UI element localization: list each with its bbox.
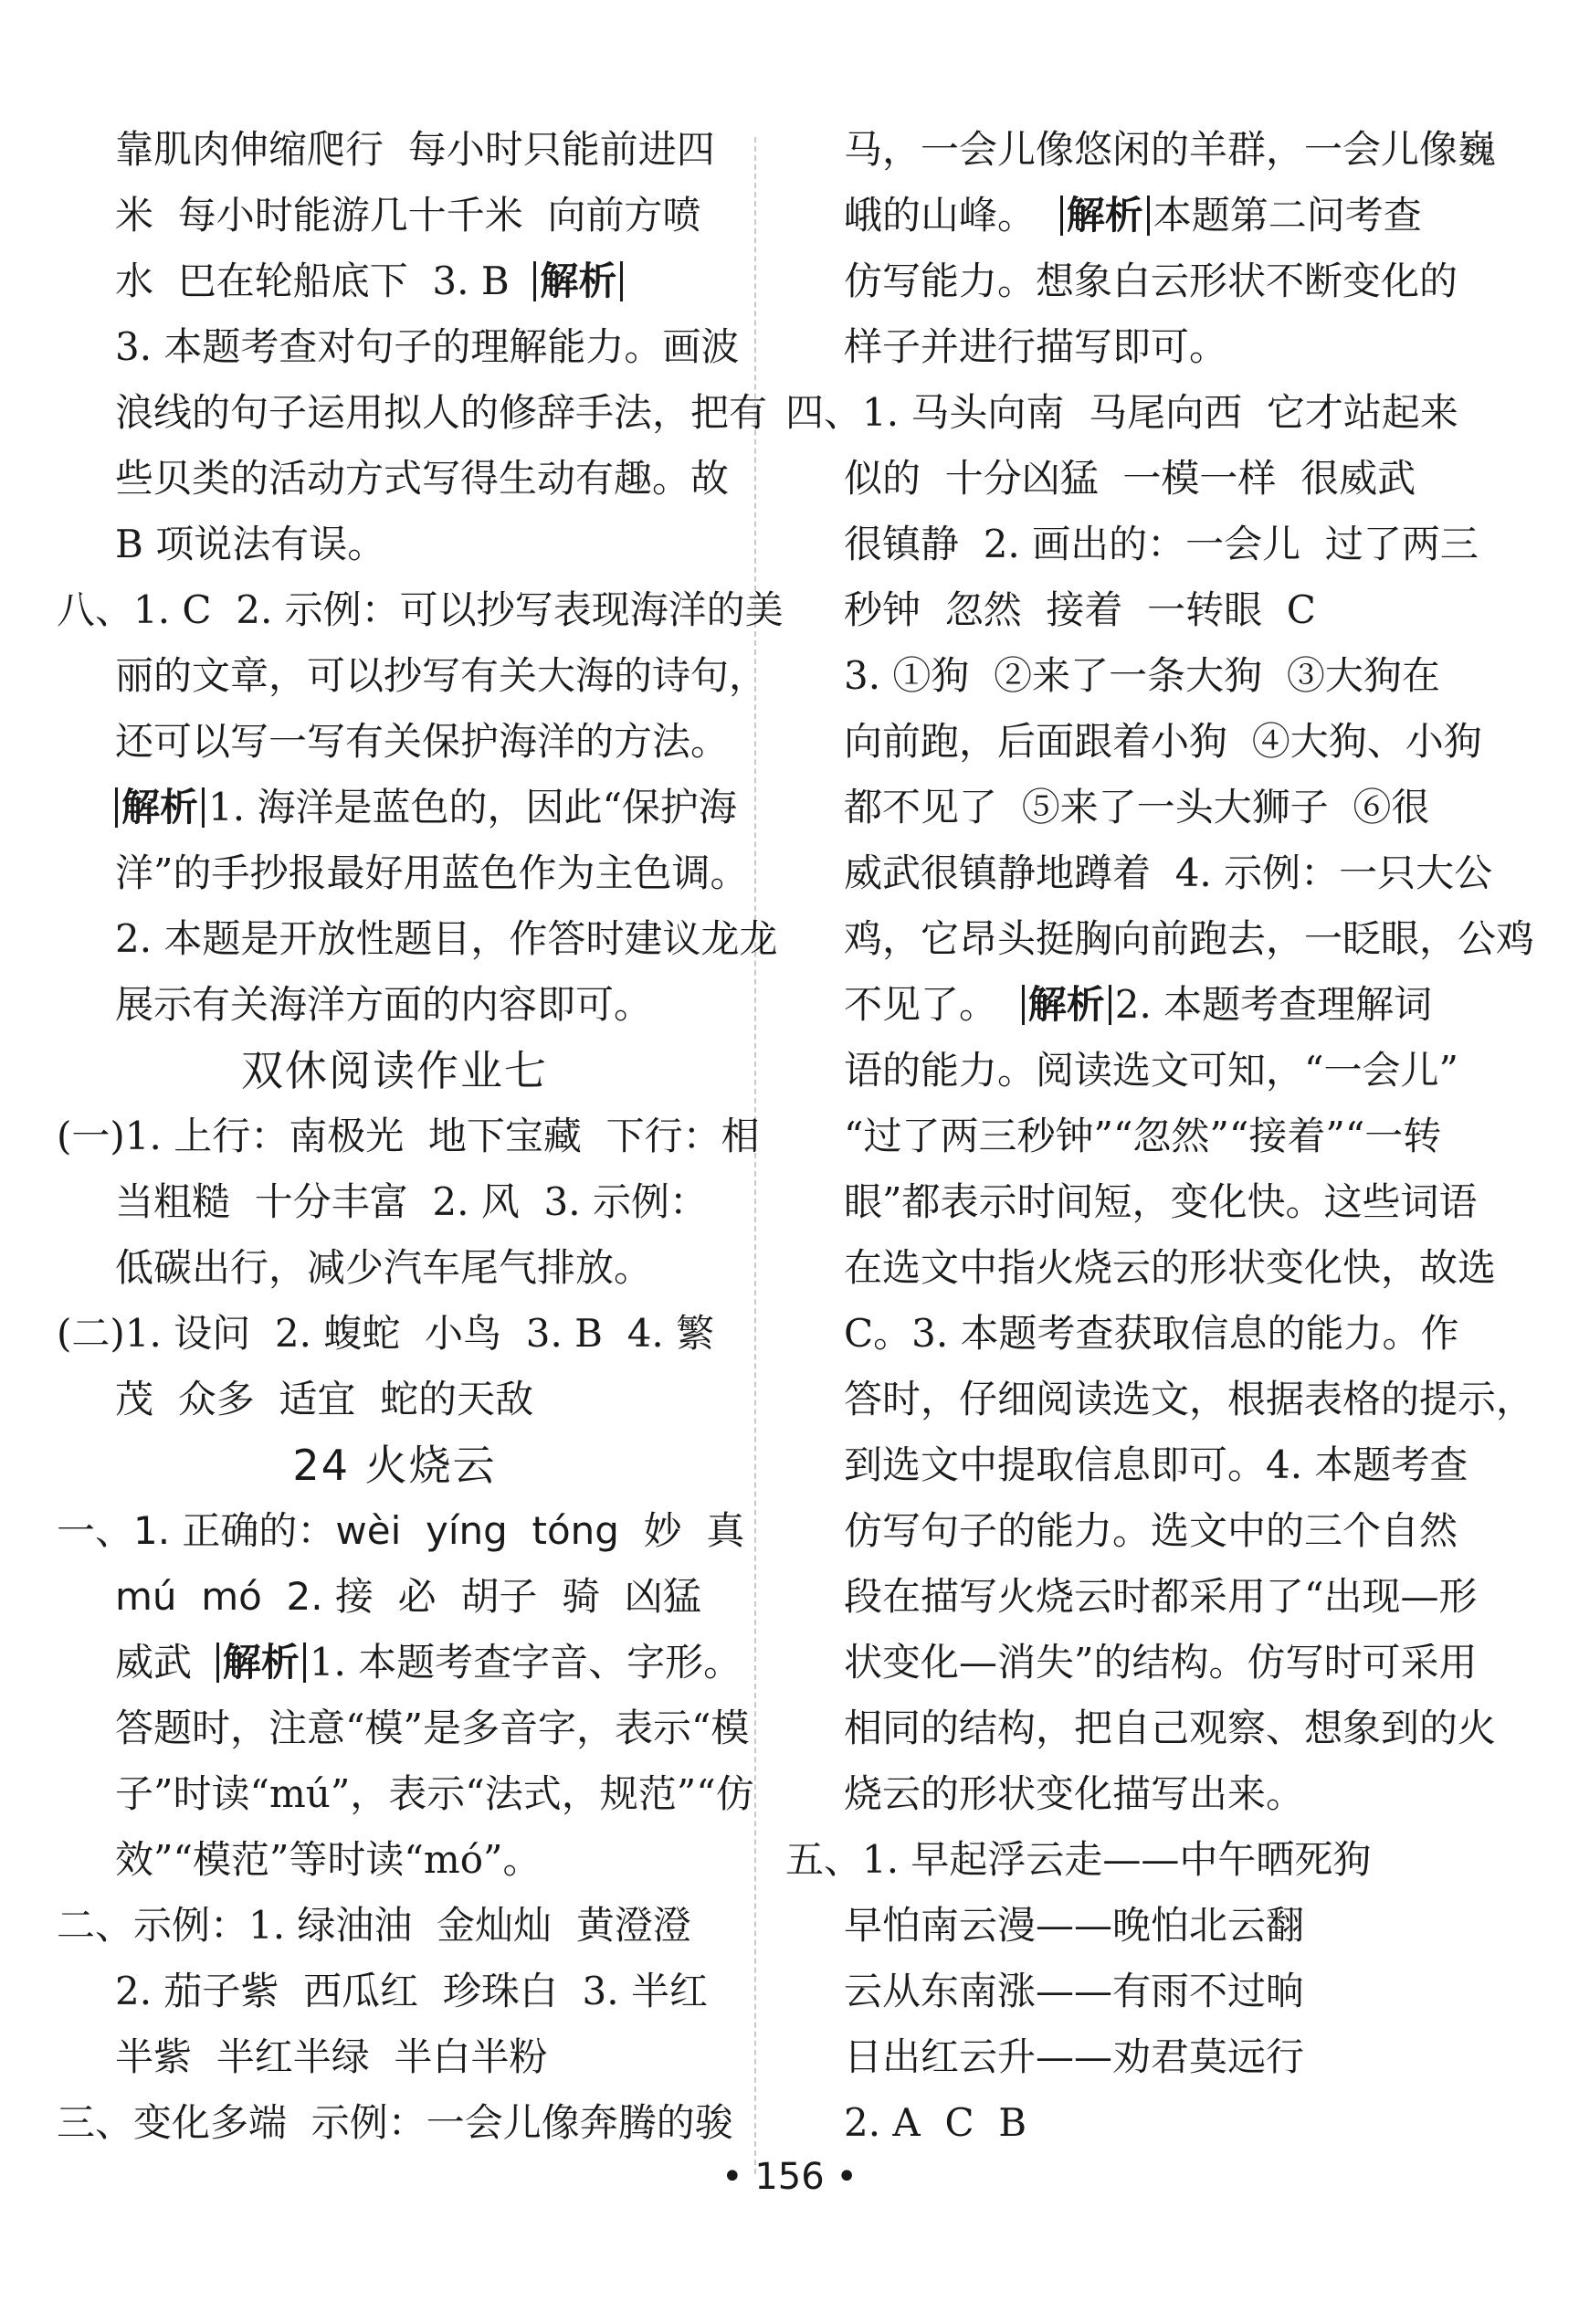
text-line: 些贝类的活动方式写得生动有趣。故 xyxy=(115,456,730,501)
text-line: 相同的结构，把自己观察、想象到的火 xyxy=(844,1706,1497,1750)
text-line: 浪线的句子运用拟人的修辞手法，把有 xyxy=(115,390,768,435)
text-line: 仿写句子的能力。选文中的三个自然 xyxy=(844,1508,1458,1553)
text-span: 不见了。 xyxy=(844,982,1022,1027)
text-line: 到选文中提取信息即可。4. 本题考查 xyxy=(844,1442,1468,1487)
text-span: 水 巴在轮船底下 3. B xyxy=(115,259,534,303)
page-number: • 156 • xyxy=(721,2156,858,2198)
text-line: 2. 本题是开放性题目，作答时建议龙龙 xyxy=(115,916,778,961)
text-line: 威武很镇静地蹲着 4. 示例：一只大公 xyxy=(844,850,1493,895)
text-line: 展示有关海洋方面的内容即可。 xyxy=(115,982,653,1027)
text-line: C。3. 本题考查获取信息的能力。作 xyxy=(844,1311,1459,1356)
text-line: 状变化—消失”的结构。仿写时可采用 xyxy=(844,1640,1478,1685)
text-line: 三、变化多端 示例：一会儿像奔腾的骏 xyxy=(57,2100,733,2145)
text-line: 一、1. 正确的：wèi yíng tóng 妙 真 xyxy=(57,1508,745,1553)
text-line: 低碳出行，减少汽车尾气排放。 xyxy=(115,1245,653,1290)
text-line: 都不见了 ⑤来了一头大狮子 ⑥很 xyxy=(844,785,1430,829)
analysis-tag: 解析 xyxy=(533,261,623,301)
text-line: 烧云的形状变化描写出来。 xyxy=(844,1771,1305,1816)
text-line: 米 每小时能游几十千米 向前方喷 xyxy=(115,193,701,238)
analysis-tag: 解析 xyxy=(1022,985,1111,1025)
text-line: 语的能力。阅读选文可知，“一会儿” xyxy=(844,1048,1458,1093)
text-line: 子”时读“mú”，表示“法式，规范”“仿 xyxy=(115,1771,754,1816)
text-line: 四、1. 马头向南 马尾向西 它才站起来 xyxy=(785,390,1458,435)
text-line: 当粗糙 十分丰富 2. 风 3. 示例： xyxy=(115,1179,708,1224)
text-line: 靠肌肉伸缩爬行 每小时只能前进四 xyxy=(115,127,715,172)
text-span: 1. 海洋是蓝色的，因此“保护海 xyxy=(208,785,737,829)
analysis-tag: 解析 xyxy=(1060,195,1150,236)
text-line: 很镇静 2. 画出的：一会儿 过了两三 xyxy=(844,522,1479,566)
text-span: 1. 本题考查字音、字形。 xyxy=(309,1640,742,1685)
text-line: (一)1. 上行：南极光 地下宝藏 下行：相 xyxy=(57,1114,760,1158)
text-line: 五、1. 早起浮云走——中午晒死狗 xyxy=(785,1837,1372,1882)
text-line xyxy=(57,1630,742,1695)
left-column xyxy=(57,117,784,2156)
text-line xyxy=(57,248,732,314)
text-line: 茂 众多 适宜 蛇的天敌 xyxy=(115,1377,534,1421)
text-line: (二)1. 设问 2. 蝮蛇 小鸟 3. B 4. 繁 xyxy=(57,1311,715,1356)
text-line: 鸡，它昂头挺胸向前跑去，一眨眼，公鸡 xyxy=(844,916,1535,961)
lesson-title: 24 火烧云 xyxy=(292,1441,497,1490)
text-line: 云从东南涨——有雨不过晌 xyxy=(844,1969,1305,2013)
right-column xyxy=(785,117,1535,2156)
text-line: 半紫 半红半绿 半白半粉 xyxy=(115,2034,548,2079)
text-line: mú mó 2. 接 必 胡子 骑 凶猛 xyxy=(115,1574,701,1619)
text-line: 还可以写一写有关保护海洋的方法。 xyxy=(115,719,730,764)
text-line: 眼”都表示时间短，变化快。这些词语 xyxy=(844,1179,1478,1224)
text-span: 威武 xyxy=(115,1640,216,1685)
text-line: 八、1. C 2. 示例：可以抄写表现海洋的美 xyxy=(57,587,784,632)
analysis-tag: 解析 xyxy=(115,787,205,828)
text-line xyxy=(785,183,1461,248)
text-line: 二、示例：1. 绿油油 金灿灿 黄澄澄 xyxy=(57,1903,691,1948)
text-line: 3. ①狗 ②来了一条大狗 ③大狗在 xyxy=(844,653,1440,698)
text-line: 3. 本题考查对句子的理解能力。画波 xyxy=(115,324,740,369)
text-line: 丽的文章，可以抄写有关大海的诗句， xyxy=(115,653,768,698)
text-line: 似的 十分凶猛 一模一样 很威武 xyxy=(844,456,1416,501)
text-line: 段在描写火烧云时都采用了“出现—形 xyxy=(844,1574,1478,1619)
analysis-tag: 解析 xyxy=(216,1643,306,1683)
text-line: 洋”的手抄报最好用蓝色作为主色调。 xyxy=(115,850,749,895)
text-line: 效”“模范”等时读“mó”。 xyxy=(115,1837,542,1882)
text-line: 日出红云升——劝君莫远行 xyxy=(844,2034,1305,2079)
section-title: 双休阅读作业七 xyxy=(241,1046,548,1095)
text-line: 向前跑，后面跟着小狗 ④大狗、小狗 xyxy=(844,719,1482,764)
text-line xyxy=(785,972,1461,1038)
text-line xyxy=(57,775,737,840)
text-span: 本题第二问考查 xyxy=(1153,193,1422,238)
text-line: 早怕南云漫——晚怕北云翻 xyxy=(844,1903,1305,1948)
text-line: 2. A C B xyxy=(844,2100,1027,2145)
text-line: 仿写能力。想象白云形状不断变化的 xyxy=(844,259,1458,303)
text-line: 2. 茄子紫 西瓜红 珍珠白 3. 半红 xyxy=(115,1969,708,2013)
text-line: B 项说法有误。 xyxy=(115,522,386,566)
text-line: “过了两三秒钟”“忽然”“接着”“一转 xyxy=(844,1114,1442,1158)
text-span: 2. 本题考查理解词 xyxy=(1114,982,1433,1027)
text-line: 样子并进行描写即可。 xyxy=(844,324,1228,369)
text-line: 在选文中指火烧云的形状变化快，故选 xyxy=(844,1245,1497,1290)
text-line: 答时，仔细阅读选文，根据表格的提示， xyxy=(844,1377,1535,1421)
text-line: 秒钟 忽然 接着 一转眼 C xyxy=(844,587,1316,632)
text-line: 马，一会儿像悠闲的羊群，一会儿像巍 xyxy=(844,127,1497,172)
text-span: 峨的山峰。 xyxy=(844,193,1060,238)
text-line: 答题时，注意“模”是多音字，表示“模 xyxy=(115,1706,750,1750)
